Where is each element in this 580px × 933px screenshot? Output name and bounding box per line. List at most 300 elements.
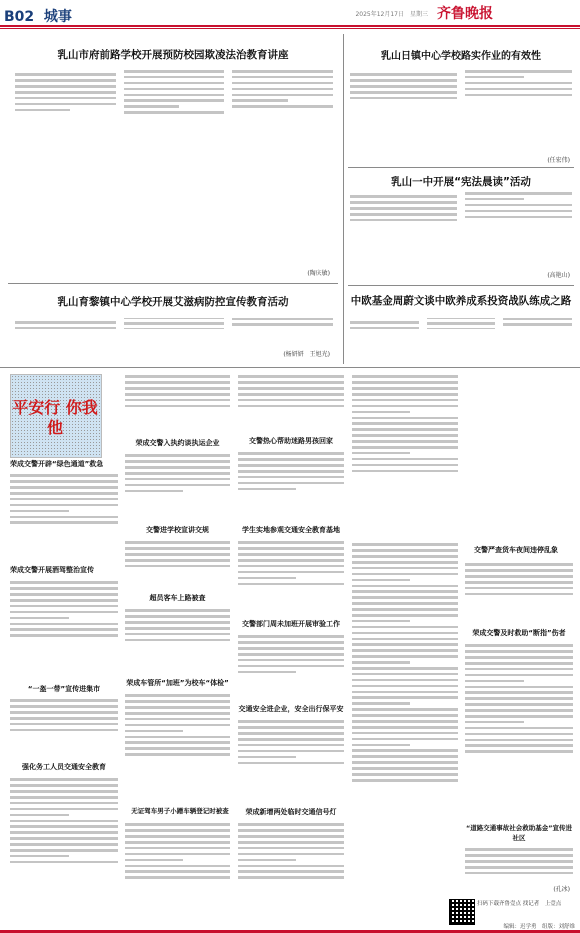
- text-line: [238, 559, 344, 562]
- text-line: [350, 97, 457, 100]
- article-divider: [8, 283, 338, 284]
- text-line: [125, 627, 230, 630]
- text-line: [350, 201, 457, 204]
- text-line: [465, 721, 524, 724]
- text-line: [352, 761, 458, 764]
- news-body: [238, 717, 344, 799]
- text-line: [238, 393, 344, 396]
- text-line: [238, 876, 344, 879]
- text-line: [125, 393, 230, 396]
- text-line: [124, 94, 225, 97]
- text-line: [350, 213, 457, 216]
- text-line: [352, 691, 458, 694]
- text-line: [10, 784, 118, 787]
- news-body: [238, 538, 344, 614]
- text-line: [15, 73, 116, 76]
- text-line: [125, 876, 230, 879]
- text-line: [10, 617, 69, 620]
- news-body: [125, 820, 230, 920]
- text-line: [238, 635, 344, 638]
- text-line: [350, 195, 457, 198]
- text-line: [465, 216, 572, 219]
- text-line: [352, 585, 458, 588]
- text-line: [350, 219, 457, 222]
- text-line: [352, 632, 458, 635]
- news-headline: 交警热心帮助迷路男孩回家: [249, 437, 333, 445]
- text-line: [352, 590, 458, 593]
- text-line: [10, 861, 118, 864]
- text-line: [352, 696, 458, 699]
- text-line: [465, 563, 573, 566]
- text-line: [10, 605, 118, 608]
- text-line: [238, 452, 344, 455]
- text-line: [238, 756, 296, 759]
- text-line: [238, 829, 344, 832]
- text-line: [232, 88, 333, 91]
- text-line: [238, 470, 344, 473]
- text-line: [352, 411, 410, 414]
- text-line: [125, 639, 230, 642]
- text-line: [15, 91, 116, 94]
- text-line: [352, 679, 458, 682]
- text-line: [125, 460, 230, 463]
- article-title: 乳山一中开展“宪法晨读”活动: [391, 176, 531, 188]
- text-line: [15, 85, 116, 88]
- text-line: [465, 854, 573, 857]
- text-line: [465, 686, 573, 689]
- text-line: [352, 405, 458, 408]
- text-line: [352, 673, 458, 676]
- text-line: [125, 621, 230, 624]
- text-line: [352, 714, 458, 717]
- text-line: [465, 569, 573, 572]
- text-line: [465, 860, 573, 863]
- text-line: [465, 848, 573, 851]
- section-divider: [0, 367, 580, 368]
- article-divider: [348, 285, 574, 286]
- text-line: [125, 706, 230, 709]
- text-line: [238, 488, 296, 491]
- text-line: [15, 103, 116, 106]
- news-body: [125, 606, 230, 670]
- text-line: [125, 859, 183, 862]
- text-line: [10, 623, 118, 626]
- text-line: [124, 82, 225, 85]
- text-line: [10, 705, 118, 708]
- text-line: [352, 434, 458, 437]
- text-line: [10, 492, 118, 495]
- text-line: [465, 587, 573, 590]
- text-line: [232, 323, 333, 326]
- text-line: [10, 825, 118, 828]
- text-line: [125, 853, 230, 856]
- text-line: [238, 823, 344, 826]
- text-line: [465, 744, 573, 747]
- text-line: [352, 779, 458, 782]
- text-line: [238, 464, 344, 467]
- text-line: [238, 841, 344, 844]
- text-line: [10, 717, 118, 720]
- text-line: [238, 399, 344, 402]
- text-line: [238, 571, 344, 574]
- text-line: [125, 865, 230, 868]
- news-headline: 交警进学校宣讲交规: [146, 526, 209, 534]
- text-line: [10, 831, 118, 834]
- text-line: [125, 753, 230, 756]
- editor-credit: 编辑：迟学勇 组版：刘舒维: [503, 924, 575, 930]
- text-line: [125, 454, 230, 457]
- safety-badge-title: 平安行 你我他: [12, 398, 98, 437]
- text-line: [352, 738, 458, 741]
- news-body: [10, 578, 118, 676]
- article-title: 乳山市府前路学校开展预防校园欺凌法治教育讲座: [57, 49, 289, 61]
- text-line: [350, 85, 457, 88]
- text-line: [352, 393, 458, 396]
- text-line: [352, 543, 458, 546]
- newspaper-logo: 齐鲁晚报: [437, 6, 493, 22]
- text-line: [125, 694, 230, 697]
- text-line: [352, 561, 458, 564]
- text-line: [232, 70, 333, 73]
- text-line: [465, 872, 573, 875]
- text-line: [10, 802, 118, 805]
- text-line: [238, 553, 344, 556]
- text-line: [238, 720, 344, 723]
- news-body: [238, 372, 344, 430]
- text-line: [465, 750, 573, 753]
- text-line: [238, 405, 344, 408]
- text-line: [238, 847, 344, 850]
- header-rule-thin: [0, 28, 580, 29]
- text-line: [465, 739, 573, 742]
- news-headline: 交警部门周未加班开展审验工作: [242, 620, 340, 628]
- text-line: [238, 659, 344, 662]
- article-body: [15, 318, 333, 366]
- news-body: [125, 691, 230, 801]
- text-line: [125, 633, 230, 636]
- text-line: [125, 466, 230, 469]
- news-headline: 荣成交警入执约谈执运企业: [135, 439, 220, 447]
- text-line: [10, 790, 118, 793]
- article-byline: (任宏伟): [547, 157, 570, 164]
- text-line: [238, 732, 344, 735]
- text-line: [15, 109, 70, 112]
- text-line: [125, 730, 183, 733]
- text-line: [10, 504, 118, 507]
- text-line: [238, 744, 344, 747]
- text-line: [350, 321, 419, 324]
- news-body: [465, 641, 573, 819]
- text-line: [125, 741, 230, 744]
- text-line: [125, 736, 230, 739]
- article-byline: (陶庆敏): [307, 270, 330, 277]
- news-body: [238, 820, 344, 920]
- text-line: [465, 210, 572, 213]
- article-byline: (杨妍妍 王旭光): [283, 351, 330, 358]
- text-line: [352, 649, 458, 652]
- news-headline: 荣成交警及时救助“断指”伤者: [472, 629, 566, 637]
- text-line: [10, 723, 118, 726]
- text-line: [465, 82, 572, 85]
- text-line: [352, 732, 458, 735]
- text-line: [10, 510, 69, 513]
- text-line: [238, 762, 344, 765]
- text-line: [465, 650, 573, 653]
- text-line: [125, 609, 230, 612]
- news-headline: 荣成车管所“加班”为校车“体检”: [126, 679, 229, 687]
- text-line: [352, 661, 410, 664]
- text-line: [10, 516, 118, 519]
- text-line: [352, 464, 458, 467]
- text-line: [10, 699, 118, 702]
- text-line: [10, 634, 118, 637]
- text-line: [10, 843, 118, 846]
- news-body: [352, 372, 458, 534]
- text-line: [10, 474, 118, 477]
- text-line: [352, 620, 410, 623]
- text-line: [238, 853, 344, 856]
- text-line: [238, 665, 344, 668]
- text-line: [352, 387, 458, 390]
- text-line: [465, 866, 573, 869]
- article-body: [15, 70, 333, 280]
- text-line: [125, 541, 230, 544]
- text-line: [352, 608, 458, 611]
- article-body: [350, 318, 572, 366]
- text-line: [350, 73, 457, 76]
- text-line: [238, 865, 344, 868]
- text-line: [238, 671, 296, 674]
- text-line: [352, 399, 458, 402]
- news-headline: 交通安全进企业，安全出行保平安: [238, 705, 344, 713]
- text-line: [465, 680, 524, 683]
- article-title: 中欧基金周蔚文谈中欧养成系投资战队练成之路: [350, 295, 572, 307]
- text-line: [352, 655, 458, 658]
- text-line: [10, 599, 118, 602]
- text-line: [352, 755, 458, 758]
- text-line: [124, 99, 225, 102]
- text-line: [352, 549, 458, 552]
- text-line: [238, 541, 344, 544]
- text-line: [232, 94, 333, 97]
- text-line: [10, 729, 118, 732]
- text-line: [124, 105, 179, 108]
- text-line: [352, 375, 458, 378]
- text-line: [238, 870, 344, 873]
- text-line: [125, 712, 230, 715]
- text-line: [465, 727, 573, 730]
- text-line: [352, 643, 458, 646]
- news-body: [465, 560, 573, 622]
- text-line: [125, 841, 230, 844]
- text-line: [232, 99, 287, 102]
- news-headline: 交警严查货车夜间违停乱象: [474, 546, 558, 554]
- news-headline: 无证驾车男子小蹭车辆登记时被查: [131, 807, 229, 815]
- text-line: [465, 76, 524, 79]
- text-line: [10, 778, 118, 781]
- text-line: [238, 375, 344, 378]
- text-line: [465, 697, 573, 700]
- text-line: [10, 711, 118, 714]
- text-line: [352, 726, 458, 729]
- text-line: [352, 428, 458, 431]
- news-body: [238, 449, 344, 519]
- text-line: [125, 870, 230, 873]
- text-line: [125, 835, 230, 838]
- text-line: [465, 644, 573, 647]
- text-line: [352, 767, 458, 770]
- text-line: [465, 709, 573, 712]
- text-line: [465, 198, 524, 201]
- text-line: [352, 470, 458, 473]
- text-line: [238, 565, 344, 568]
- text-line: [503, 323, 572, 326]
- text-line: [125, 615, 230, 618]
- news-body: [125, 538, 230, 588]
- issue-date: 2025年12月17日 星期三: [355, 11, 428, 18]
- text-line: [232, 82, 333, 85]
- text-line: [238, 482, 344, 485]
- text-line: [352, 638, 458, 641]
- text-line: [125, 405, 230, 408]
- text-line: [10, 849, 118, 852]
- text-line: [352, 381, 458, 384]
- text-line: [10, 796, 118, 799]
- text-line: [238, 647, 344, 650]
- column-divider: [343, 34, 344, 364]
- text-line: [352, 422, 458, 425]
- news-headline: “一盔一带”宣传进集市: [27, 685, 101, 693]
- text-line: [238, 476, 344, 479]
- text-line: [10, 814, 69, 817]
- text-line: [465, 204, 572, 207]
- text-line: [238, 750, 344, 753]
- text-line: [125, 484, 230, 487]
- text-line: [125, 565, 230, 568]
- text-line: [352, 567, 458, 570]
- text-line: [465, 662, 573, 665]
- text-line: [10, 480, 118, 483]
- text-line: [10, 628, 118, 631]
- text-line: [125, 553, 230, 556]
- text-line: [465, 94, 572, 97]
- text-line: [124, 70, 225, 73]
- text-line: [465, 733, 573, 736]
- news-body: [125, 372, 230, 434]
- news-body: [125, 451, 230, 519]
- news-headline: 强化务工人员交通安全教育: [22, 763, 106, 771]
- text-line: [232, 76, 333, 79]
- text-line: [465, 691, 573, 694]
- news-headline: 学生实地参观交通安全教育基地: [242, 526, 340, 534]
- text-line: [352, 720, 458, 723]
- text-line: [465, 715, 573, 718]
- news-body: [10, 471, 118, 561]
- text-line: [352, 667, 458, 670]
- text-line: [238, 583, 344, 586]
- text-line: [352, 773, 458, 776]
- text-line: [465, 593, 573, 596]
- text-line: [465, 88, 572, 91]
- text-line: [124, 111, 225, 114]
- text-line: [125, 472, 230, 475]
- text-line: [350, 91, 457, 94]
- text-line: [352, 555, 458, 558]
- news-headline: “道路交通事故社会救助基金”宣传进社区: [465, 824, 573, 842]
- text-line: [125, 718, 230, 721]
- news-body: [352, 540, 458, 920]
- text-line: [238, 738, 344, 741]
- section-code: B02 城事: [4, 9, 72, 25]
- text-line: [352, 417, 458, 420]
- text-line: [125, 559, 230, 562]
- text-line: [465, 581, 573, 584]
- text-line: [125, 847, 230, 850]
- text-line: [124, 76, 225, 79]
- text-line: [465, 703, 573, 706]
- text-line: [125, 387, 230, 390]
- text-line: [232, 105, 333, 108]
- text-line: [465, 575, 573, 578]
- footer-note: 扫码下载齐鲁壹点 找记者 上壹点: [477, 901, 562, 907]
- text-line: [10, 498, 118, 501]
- article-title: 乳山日镇中心学校路实作业的有效性: [381, 51, 541, 62]
- text-line: [10, 820, 118, 823]
- article-divider: [348, 167, 574, 168]
- text-line: [125, 399, 230, 402]
- text-line: [10, 808, 118, 811]
- text-line: [352, 602, 458, 605]
- text-line: [238, 653, 344, 656]
- text-line: [352, 440, 458, 443]
- text-line: [352, 626, 458, 629]
- text-line: [15, 97, 116, 100]
- text-line: [238, 641, 344, 644]
- news-body: [238, 632, 344, 698]
- news-body: [10, 775, 118, 920]
- text-line: [238, 547, 344, 550]
- text-line: [352, 573, 458, 576]
- text-line: [125, 375, 230, 378]
- text-line: [15, 321, 116, 324]
- text-line: [352, 458, 458, 461]
- text-line: [125, 829, 230, 832]
- text-line: [238, 859, 296, 862]
- text-line: [125, 490, 183, 493]
- text-line: [465, 656, 573, 659]
- text-line: [238, 726, 344, 729]
- text-line: [124, 322, 225, 325]
- text-line: [465, 70, 572, 73]
- text-line: [238, 835, 344, 838]
- text-line: [238, 458, 344, 461]
- news-headline: 超员客车上路被查: [149, 594, 206, 602]
- text-line: [10, 837, 118, 840]
- text-line: [238, 381, 344, 384]
- text-line: [125, 381, 230, 384]
- text-line: [125, 823, 230, 826]
- text-line: [352, 708, 458, 711]
- text-line: [238, 577, 296, 580]
- text-line: [124, 88, 225, 91]
- news-byline: (孔冰): [553, 886, 570, 893]
- text-line: [465, 192, 572, 195]
- text-line: [10, 587, 118, 590]
- text-line: [352, 579, 410, 582]
- news-headline: 荣成交警开辟“绿色通道”救急: [10, 460, 104, 468]
- text-line: [352, 446, 458, 449]
- text-line: [15, 79, 116, 82]
